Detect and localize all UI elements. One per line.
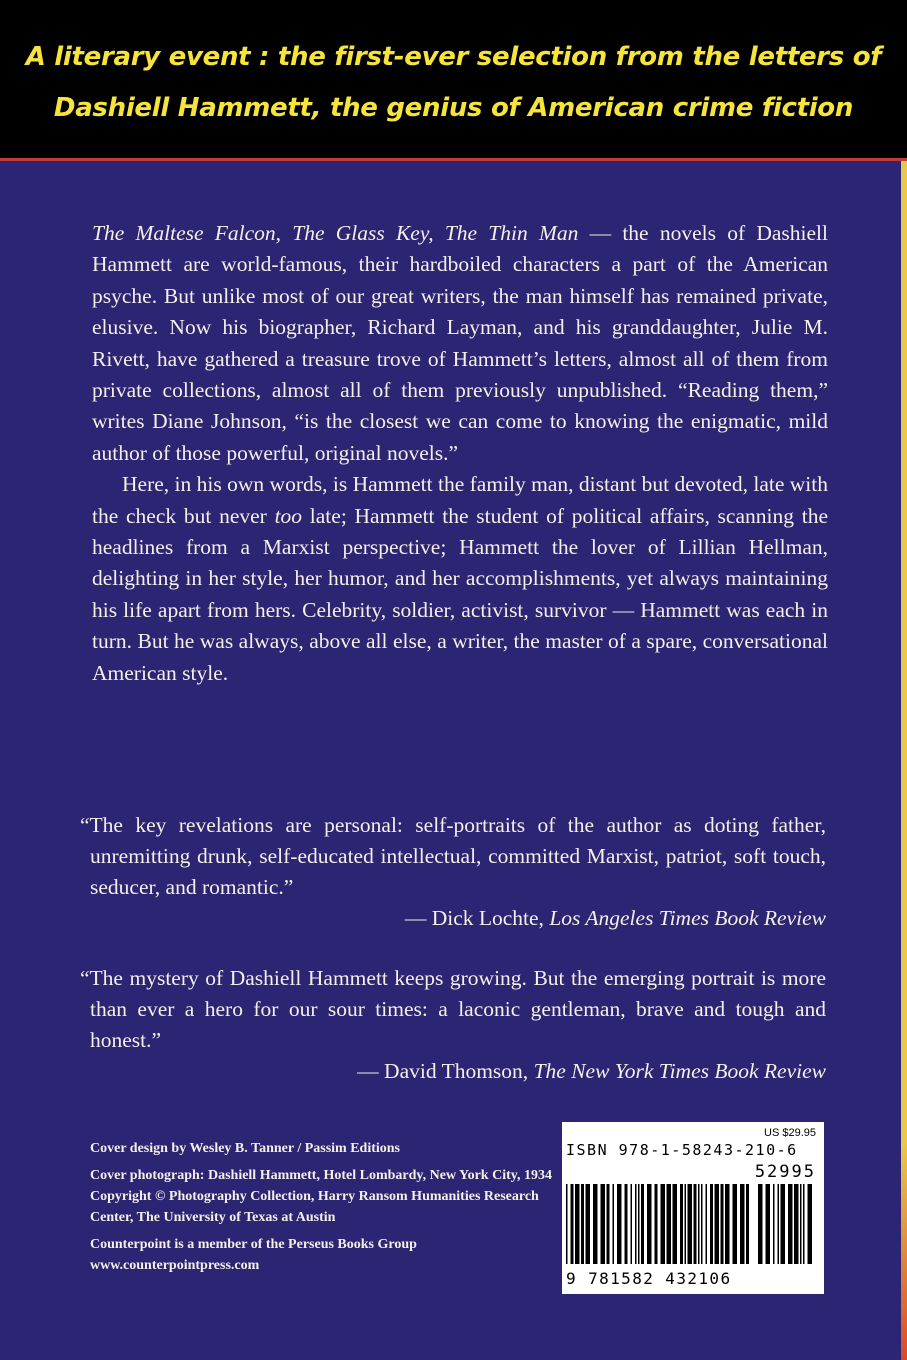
barcode-bar <box>613 1184 615 1264</box>
description-p2-after: late; Hammett the student of political affairs, scanning the headlines from a Marxist perspective; Hammett the lover of Lillian Hellman, delighting in her style, her humor, and her accomplishments, yet always maintaining his life apart from hers. Celebrity, soldier, activist, survivor — Hammett was each in turn. But he was always, above all else, a writer, the master of a spare, conversational American style. <box>92 503 828 685</box>
ean-digits: 9 781582 432106 <box>566 1269 732 1288</box>
barcode-bar <box>698 1184 700 1264</box>
barcode-bar <box>566 1184 568 1264</box>
barcode-bar <box>694 1184 697 1264</box>
description-paragraph-2 <box>92 469 828 689</box>
description-paragraph-1 <box>92 218 828 469</box>
price-code-digits: 52995 <box>754 1162 816 1182</box>
book-description <box>92 218 828 689</box>
barcode-bar <box>607 1184 610 1264</box>
isbn-label: ISBN 978-1-58243-210-6 <box>566 1141 798 1159</box>
barcode-bar <box>740 1184 745 1264</box>
barcode-bar <box>571 1184 574 1264</box>
barcode-bar <box>586 1184 591 1264</box>
barcode-bar <box>746 1184 749 1264</box>
barcode-bar <box>647 1184 652 1264</box>
barcode-bar <box>625 1184 628 1264</box>
ean-barcode-bars <box>566 1184 752 1268</box>
barcode-bar <box>808 1184 813 1264</box>
spine-edge-strip <box>901 161 907 1360</box>
barcode-bar <box>710 1184 713 1264</box>
barcode-bar <box>655 1184 658 1264</box>
barcode-bar <box>635 1184 637 1264</box>
top-banner <box>0 0 907 160</box>
novel-titles: The Maltese Falcon, The Glass Key, The Thin Man <box>92 221 579 245</box>
review-quote-1 <box>80 810 826 934</box>
barcode-bar <box>803 1184 805 1264</box>
barcode-bar <box>673 1184 678 1264</box>
quote-1-attribution <box>80 903 826 934</box>
barcode-bar <box>685 1184 687 1264</box>
quote-2-author: — David Thomson, <box>357 1059 534 1083</box>
quote-2-text: “The mystery of Dashiell Hammett keeps growing. But the emerging portrait is more than ever a hero for our sour times: a laconic gentleman, brave and tough and honest.” <box>80 966 826 1052</box>
review-quote-2 <box>80 963 826 1087</box>
barcode-bar <box>631 1184 633 1264</box>
barcode-bar <box>773 1184 775 1264</box>
barcode-bar <box>715 1184 720 1264</box>
barcode-bar <box>667 1184 672 1264</box>
barcode-bar <box>706 1184 708 1264</box>
barcode-bar <box>766 1184 771 1264</box>
barcode-bar <box>721 1184 724 1264</box>
tagline-line-2: Dashiell Hammett, the genius of American crime fiction <box>53 93 854 123</box>
barcode-bar <box>733 1184 738 1264</box>
price-label: US $29.95 <box>764 1127 816 1139</box>
quote-1-text: “The key revelations are personal: self-portraits of the author as doting father, unremitting drunk, self-educated intellectual, committed Marxist, patriot, soft touch, seducer, and romantic.” <box>80 813 826 899</box>
barcode-bar <box>778 1184 780 1264</box>
barcode-bar <box>641 1184 644 1264</box>
barcode-bar <box>794 1184 799 1264</box>
description-p1-text: — the novels of Dashiell Hammett are world-famous, their hardboiled characters a part of the American psyche. But unlike most of our great writers, the man himself has remained private, elusive. Now his biographer, Richard Layman, and his granddaughter, Julie M. Rivett, have gathered a treasure trove of Hammett’s letters, almost all of them from private collections, almost all of them previously unpublished. “Reading them,” writes Diane Johnson, “is the closest we can come to knowing the enigmatic, mild author of those powerful, original novels.” <box>92 221 828 465</box>
barcode-box <box>562 1122 824 1294</box>
barcode-bar <box>688 1184 693 1264</box>
barcode-bar <box>575 1184 580 1264</box>
publisher-line: Counterpoint is a member of the Perseus Books Group <box>90 1237 417 1252</box>
barcode-bar <box>661 1184 666 1264</box>
barcode-bar <box>758 1184 763 1264</box>
barcode-bar <box>581 1184 584 1264</box>
barcode-bar <box>593 1184 598 1264</box>
quote-2-source: The New York Times Book Review <box>533 1059 826 1083</box>
barcode-bar <box>701 1184 703 1264</box>
barcode-bar <box>788 1184 793 1264</box>
cover-design-credit: Cover design by Wesley B. Tanner / Passim Editions <box>90 1141 401 1156</box>
barcode-bar <box>800 1184 802 1264</box>
barcode-bar <box>680 1184 683 1264</box>
banner-divider <box>0 158 907 161</box>
cover-photo-credit: Cover photograph: Dashiell Hammett, Hotel Lombardy, New York City, 1934 Copyright © Photography Collection, Harry Ransom Humanities Research Center, The University of Texas at Austin <box>90 1168 552 1225</box>
description-p2-before: Here, in his own words, is Hammett the family man, distant but devoted, late with the check but never <box>92 472 828 528</box>
quote-1-source: Los Angeles Times Book Review <box>549 906 826 930</box>
description-p2-emphasis: too <box>274 503 303 528</box>
quote-2-attribution <box>80 1056 826 1087</box>
barcode-bar <box>617 1184 622 1264</box>
publisher-note <box>90 1234 560 1276</box>
cover-credits <box>90 1138 560 1282</box>
tagline-line-1: A literary event : the first-ever selection from the letters of <box>25 42 882 72</box>
supplement-barcode-bars <box>758 1184 816 1268</box>
barcode-bar <box>781 1184 786 1264</box>
barcode-bar <box>601 1184 606 1264</box>
barcode-bar <box>638 1184 640 1264</box>
barcode-bar <box>725 1184 730 1264</box>
quote-1-author: — Dick Lochte, <box>404 906 550 930</box>
publisher-url: www.counterpointpress.com <box>90 1258 260 1273</box>
